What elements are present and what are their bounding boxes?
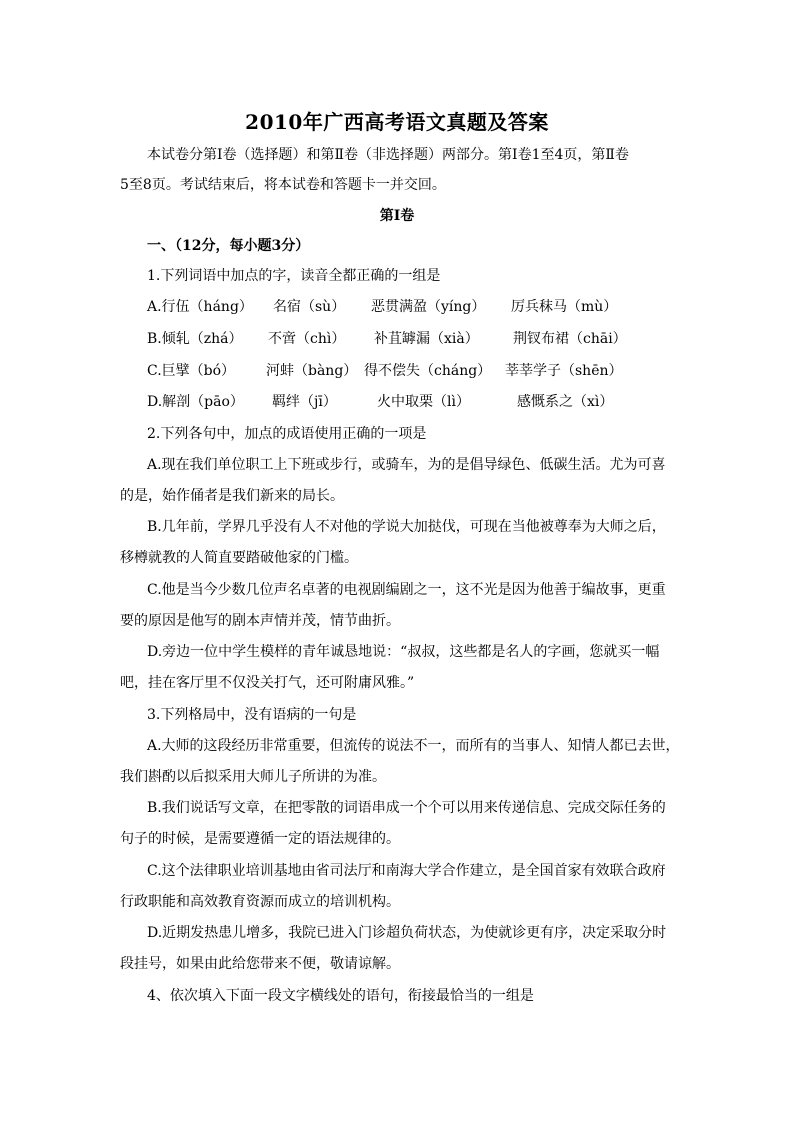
question-3-option-b: B.我们说话写文章，在把零散的词语串成一个个可以用来传递信息、完成交际任务的 bbox=[147, 800, 666, 816]
option-item: 得不偿失（cháng） bbox=[364, 363, 492, 379]
option-item: 名宿（sù） bbox=[273, 299, 346, 315]
option-item: 荆钗布裙（chāi） bbox=[513, 331, 627, 347]
question-3-option-d-cont: 段挂号，如果由此给您带来不便，敬请谅解。 bbox=[120, 956, 400, 972]
option-item: 恶贯满盈（yíng） bbox=[371, 299, 486, 315]
question-2-option-b-cont: 移樽就教的人简直要踏破他家的门槛。 bbox=[120, 550, 358, 566]
question-3-option-a-cont: 我们斟酌以后拟采用大师儿子所讲的为准。 bbox=[120, 769, 386, 785]
option-item: 羁绊（jī） bbox=[272, 394, 337, 410]
question-4-stem: 4、依次填入下面一段文字横线处的语句，衔接最恰当的一组是 bbox=[147, 988, 534, 1004]
question-2-option-d: D.旁边一位中学生模样的青年诚恳地说：“叔叔，这些都是名人的字画，您就买一幅 bbox=[147, 644, 660, 660]
question-3-option-a: A.大师的这段经历非常重要，但流传的说法不一，而所有的当事人、知情人都已去世， bbox=[147, 738, 680, 754]
question-3-stem: 3.下列格局中，没有语病的一句是 bbox=[147, 707, 357, 723]
question-2-option-a: A.现在我们单位职工上下班或步行，或骑车，为的是倡导绿色、低碳生活。尤为可喜 bbox=[147, 457, 666, 473]
question-2-stem: 2.下列各句中，加点的成语使用正确的一项是 bbox=[147, 426, 427, 442]
question-1-stem: 1.下列词语中加点的字，读音全都正确的一组是 bbox=[147, 268, 441, 284]
document-title: 2010年广西高考语文真题及答案 bbox=[245, 110, 549, 134]
section-title: 第Ⅰ卷 bbox=[379, 208, 415, 224]
question-3-option-b-cont: 句子的时候，是需要遵循一定的语法规律的。 bbox=[120, 831, 400, 847]
option-item: 河蚌（bàng） bbox=[266, 363, 358, 379]
question-2-option-d-cont: 吧，挂在客厅里不仅没关打气，还可附庸风雅。” bbox=[120, 675, 415, 691]
intro-text: 本试卷分第Ⅰ卷（选择题）和第Ⅱ卷（非选择题）两部分。第Ⅰ卷1至4页，第Ⅱ卷 bbox=[147, 147, 629, 163]
option-item: 补苴罅漏（xià） bbox=[374, 331, 479, 347]
question-3-option-c: C.这个法律职业培训基地由省司法厅和南海大学合作建立，是全国首家有效联合政府 bbox=[147, 863, 666, 879]
part-heading: 一、（12分，每小题3分） bbox=[147, 238, 310, 254]
question-3-option-c-cont: 行政职能和高效教育资源而成立的培训机构。 bbox=[120, 894, 400, 910]
option-item: 莘莘学子（shēn） bbox=[505, 363, 623, 379]
option-item: 感慨系之（xì） bbox=[517, 394, 614, 410]
question-2-option-c-cont: 要的原因是他写的剧本声情并茂，情节曲折。 bbox=[120, 613, 400, 629]
option-item: A.行伍（háng） bbox=[147, 299, 253, 315]
intro-text: 5至8页。考试结束后，将本试卷和答题卡一并交回。 bbox=[120, 177, 446, 193]
option-item: 不啻（chì） bbox=[268, 331, 346, 347]
option-item: 火中取栗（lì） bbox=[377, 394, 470, 410]
option-item: 厉兵秣马（mù） bbox=[511, 299, 618, 315]
question-2-option-c: C.他是当今少数几位声名卓著的电视剧编剧之一，这不光是因为他善于编故事，更重 bbox=[147, 582, 666, 598]
question-2-option-b: B.几年前，学界几乎没有人不对他的学说大加挞伐，可现在当他被尊奉为大师之后， bbox=[147, 519, 666, 535]
question-2-option-a-cont: 的是，始作俑者是我们新来的局长。 bbox=[120, 488, 344, 504]
question-3-option-d: D.近期发热患儿增多，我院已进入门诊超负荷状态，为使就诊更有序，决定采取分时 bbox=[147, 925, 667, 941]
option-item: D.解剖（pāo） bbox=[147, 394, 244, 410]
option-item: B.倾轧（zhá） bbox=[147, 331, 243, 347]
option-item: C.巨擘（bó） bbox=[147, 363, 236, 379]
